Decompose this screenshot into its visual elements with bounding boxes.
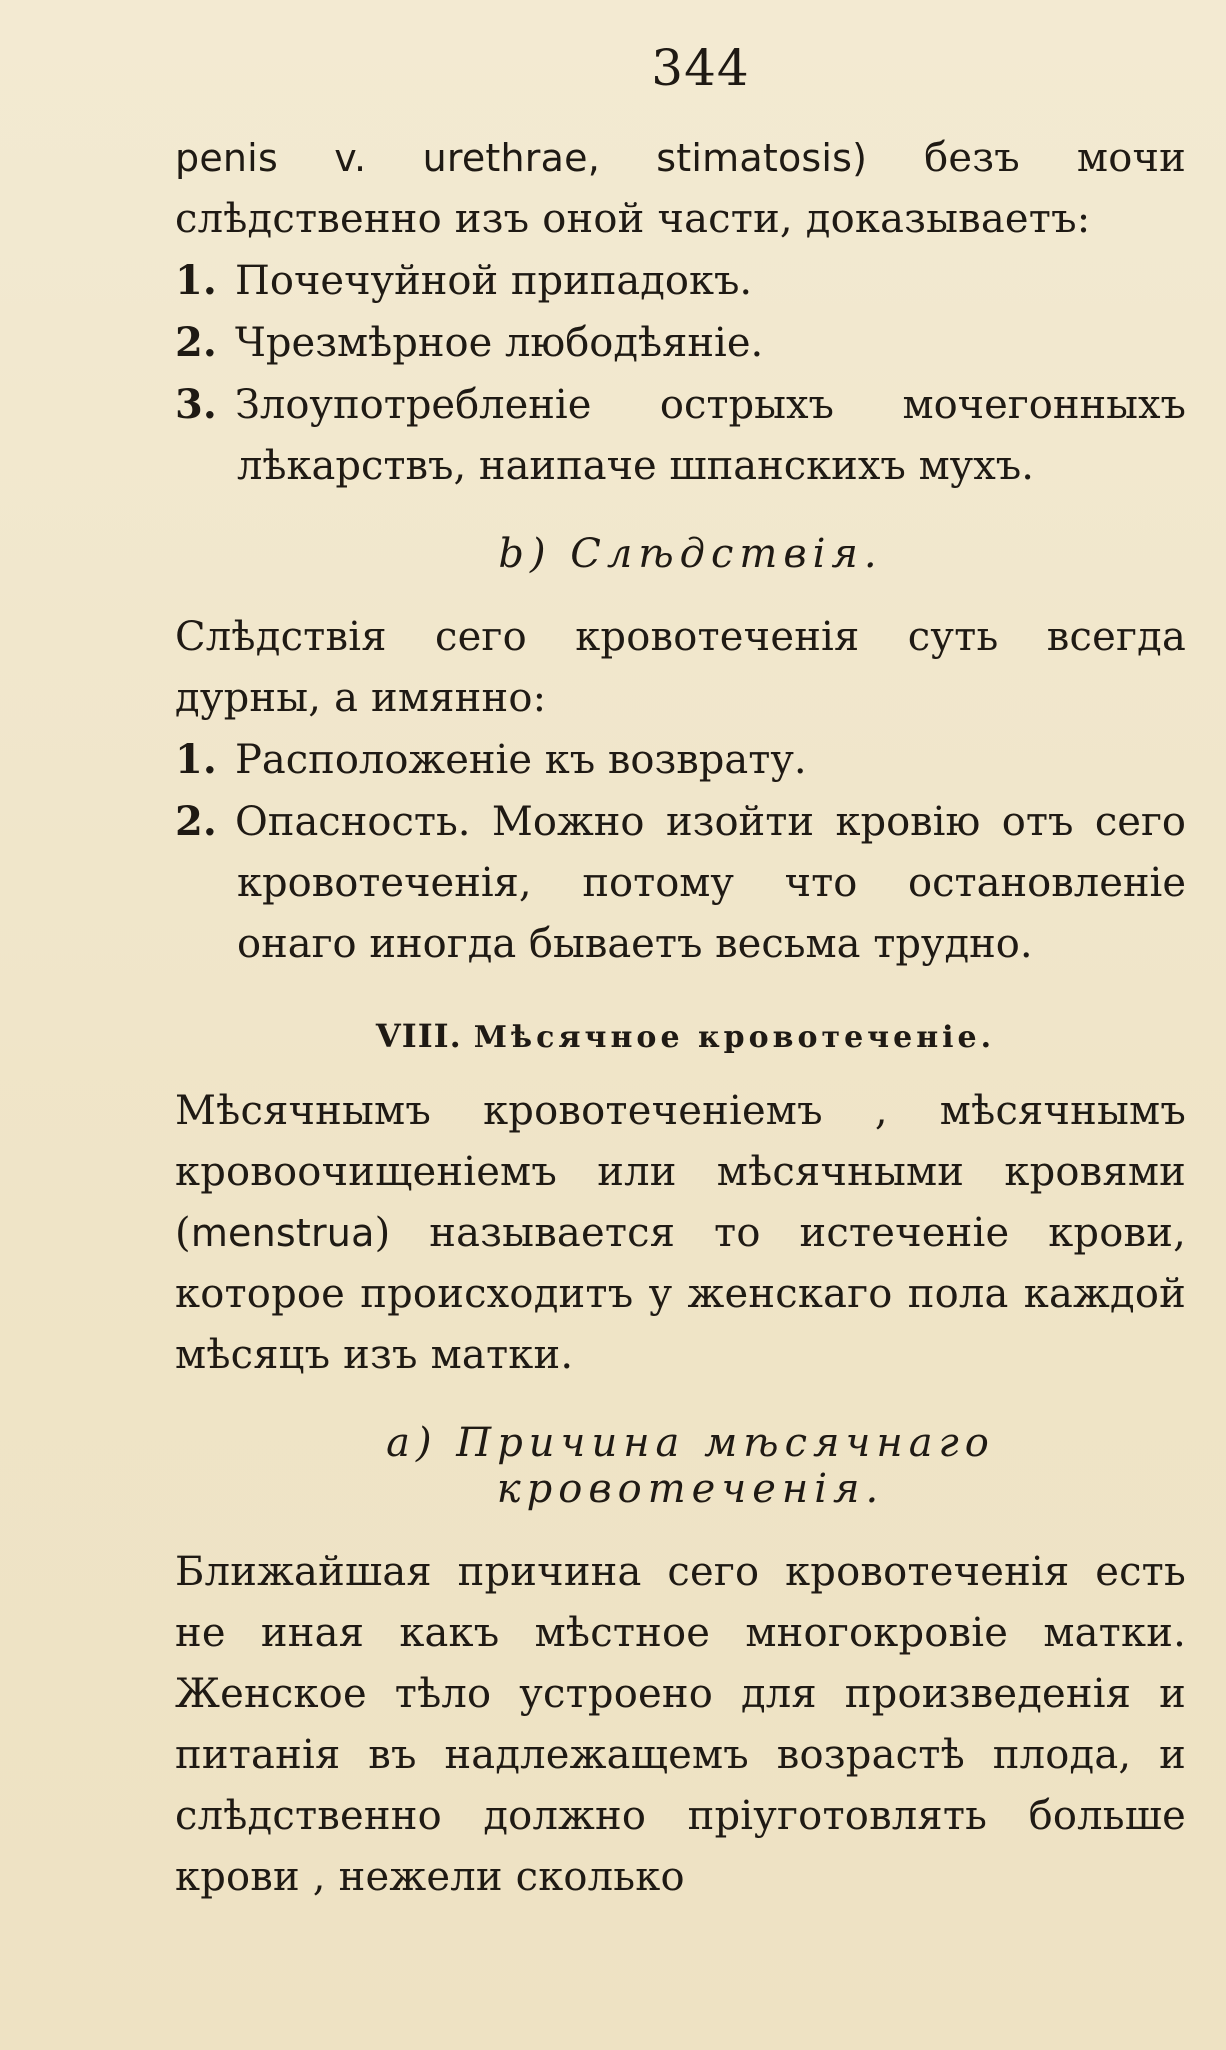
paragraph-text: ) называется то истеченіе крови, которое происходитъ у женскаго пола каждой мѣсяцъ изъ матки. [175, 1210, 1186, 1378]
effects-list [175, 729, 1186, 975]
list-item [175, 791, 1186, 975]
paragraph-continuation [175, 128, 1186, 250]
item-text: Опасность. Можно изойти кровію отъ сего кровотеченія, потому что остановленіе онаго иногда бываетъ весьма трудно. [235, 799, 1186, 967]
item-text: Чрезмѣрное любодѣяніе. [235, 320, 764, 366]
item-number: 1. [175, 736, 217, 783]
item-text: Злоупотребленіе острыхъ мочегонныхъ лѣкарствъ, наипаче шпанскихъ мухъ. [235, 382, 1186, 489]
paragraph-text: безъ мочи слѣдственно изъ оной части, доказываетъ: [175, 135, 1186, 242]
page-number: 344 [651, 39, 750, 97]
item-text: Почечуйной припадокъ. [235, 258, 753, 304]
latin-term: penis v. urethrae, stimatosis) [175, 136, 868, 180]
paragraph-cause: Ближайшая причина сего кровотеченія есть не иная какъ мѣстное многокровіе матки. Женское тѣло устроено для произведенія и питанія въ надлежащемъ возрастѣ плода, и слѣдственно должно пріуготовлять больше крови , нежели сколько [175, 1549, 1186, 1900]
list-item [175, 250, 1186, 312]
list-item [175, 374, 1186, 497]
paragraph-effects-intro: Слѣдствія сего кровотеченія суть всегда дурны, а имянно: [175, 614, 1186, 721]
causes-list [175, 250, 1186, 497]
subheading-effects: b) Слѣдствія. [498, 531, 883, 577]
paragraph-definition [175, 1081, 1186, 1386]
item-number: 2. [175, 319, 217, 366]
section-heading [175, 1017, 1186, 1055]
list-item [175, 729, 1186, 791]
section-title: Мѣсячное кровотеченіе. [473, 1020, 996, 1055]
item-number: 2. [175, 798, 217, 845]
latin-term: menstrua [190, 1211, 375, 1255]
list-item [175, 312, 1186, 374]
section-number: VIII. [375, 1017, 462, 1055]
item-number: 1. [175, 257, 217, 304]
item-text: Расположеніе къ возврату. [235, 737, 807, 783]
paragraph-text: Мѣсячнымъ кровотеченіемъ , мѣсячнымъ кровоочищеніемъ или мѣсячными кровями ( [175, 1088, 1186, 1256]
subheading-cause: a) Причина мѣсячнаго кровотеченія. [386, 1420, 995, 1512]
item-number: 3. [175, 381, 217, 428]
